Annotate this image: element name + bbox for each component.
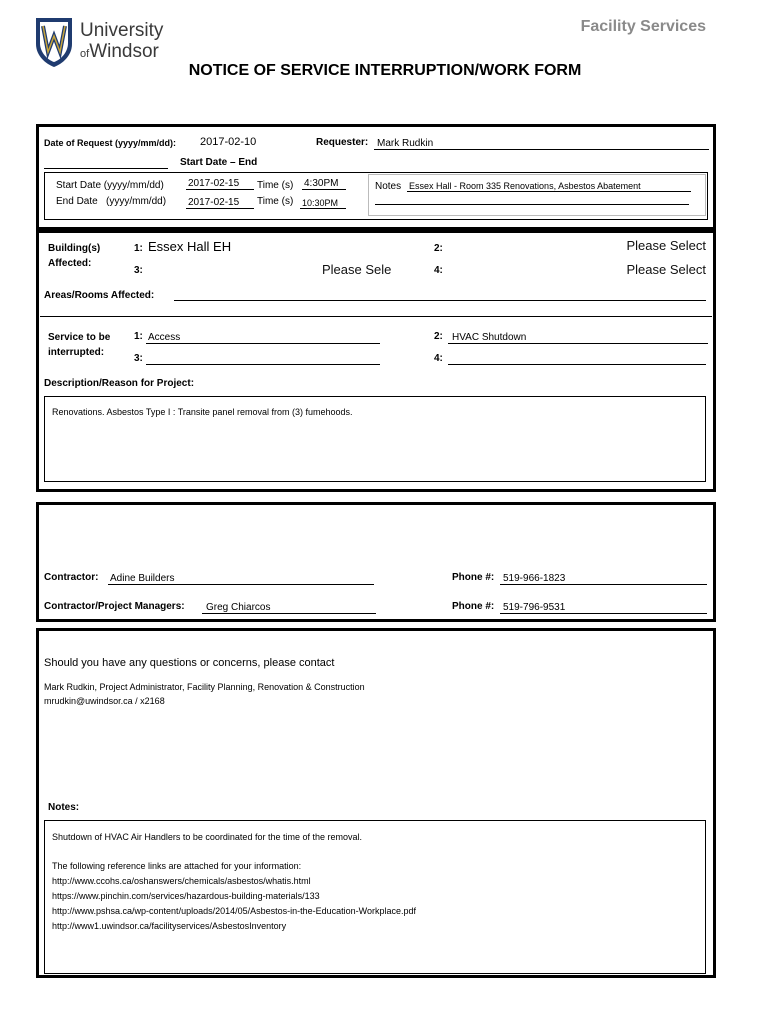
service-1-value[interactable]: Access <box>146 332 380 344</box>
service-3-num: 3: <box>134 353 143 364</box>
start-date-label: Start Date (yyyy/mm/dd) <box>56 180 164 191</box>
contractor-label: Contractor: <box>44 572 99 583</box>
notes-link-2[interactable]: https://www.pinchin.com/services/hazardous-building-materials/133 <box>52 891 320 901</box>
building-1-select[interactable]: Essex Hall EH <box>148 239 232 254</box>
areas-label: Areas/Rooms Affected: <box>44 290 155 301</box>
range-prefix-line <box>44 158 168 169</box>
notes-line-1: Shutdown of HVAC Air Handlers to be coordinated for the time of the removal. <box>52 832 362 842</box>
notes-link-1[interactable]: http://www.ccohs.ca/oshanswers/chemicals/asbestos/whatis.html <box>52 876 311 886</box>
description-value: Renovations. Asbestos Type I : Transite panel removal from (3) fumehoods. <box>52 407 353 417</box>
service-4-value[interactable] <box>448 353 706 365</box>
end-time-value[interactable]: 10:30PM <box>300 198 346 209</box>
notes-line-2: The following reference links are attached for your information: <box>52 861 302 871</box>
start-time-label: Time (s) <box>257 180 294 191</box>
building-3-num: 3: <box>134 265 143 276</box>
contractor-value[interactable]: Adine Builders <box>108 573 374 585</box>
services-label-line2: interrupted: <box>48 347 105 358</box>
logo-text-of: of <box>80 48 90 60</box>
date-of-request-label: Date of Request (yyyy/mm/dd): <box>44 138 177 148</box>
services-label-line1: Service to be <box>48 332 111 343</box>
areas-input[interactable] <box>174 290 706 301</box>
requester-value[interactable]: Mark Rudkin <box>374 138 709 150</box>
buildings-label-line1: Building(s) <box>48 243 101 254</box>
service-4-num: 4: <box>434 353 443 364</box>
shield-logo-icon <box>34 16 74 68</box>
request-notes-value[interactable]: Essex Hall - Room 335 Renovations, Asbestos Abatement <box>407 181 691 192</box>
service-2-value[interactable]: HVAC Shutdown <box>448 332 708 344</box>
contact-email-line: mrudkin@uwindsor.ca / x2168 <box>44 696 165 706</box>
contact-name-line: Mark Rudkin, Project Administrator, Facility Planning, Renovation & Construction <box>44 682 365 692</box>
notes-link-3[interactable]: http://www.pshsa.ca/wp-content/uploads/2014/05/Asbestos-in-the-Education-Workplace.pdf <box>52 906 417 916</box>
managers-value[interactable]: Greg Chiarcos <box>202 602 376 614</box>
service-2-num: 2: <box>434 331 443 342</box>
request-notes-label: Notes <box>375 181 402 192</box>
building-4-num: 4: <box>434 265 443 276</box>
building-1-num: 1: <box>134 243 143 254</box>
phone-label: Phone #: <box>452 572 495 583</box>
request-notes-line2[interactable] <box>375 198 689 205</box>
end-date-value[interactable]: 2017-02-15 <box>186 197 254 209</box>
page-title: NOTICE OF SERVICE INTERRUPTION/WORK FORM <box>188 62 582 79</box>
end-date-label: End Date (yyyy/mm/dd) <box>56 196 167 207</box>
building-2-num: 2: <box>434 243 443 254</box>
notes-link-4[interactable]: http://www1.uwindsor.ca/facilityservices/AsbestosInventory <box>52 921 287 931</box>
managers-label: Contractor/Project Managers: <box>44 601 185 612</box>
description-label: Description/Reason for Project: <box>44 378 195 389</box>
phone-value[interactable]: 519-966-1823 <box>500 573 707 585</box>
buildings-label-line2: Affected: <box>48 258 92 269</box>
department-name: Facility Services <box>580 18 706 35</box>
start-time-value[interactable]: 4:30PM <box>302 178 346 190</box>
requester-label: Requester: <box>316 137 369 148</box>
service-1-num: 1: <box>134 331 143 342</box>
start-end-heading: Start Date – End <box>180 157 258 168</box>
logo-text-windsor: Windsor <box>89 41 159 62</box>
building-3-select[interactable]: Please Sele <box>322 262 392 277</box>
service-3-value[interactable] <box>146 353 380 365</box>
building-2-select[interactable]: Please Select <box>626 238 706 253</box>
building-4-select[interactable]: Please Select <box>626 262 706 277</box>
notes-label: Notes: <box>48 802 80 813</box>
phone2-value[interactable]: 519-796-9531 <box>500 602 707 614</box>
phone2-label: Phone #: <box>452 601 495 612</box>
end-time-label: Time (s) <box>257 196 294 207</box>
start-date-value[interactable]: 2017-02-15 <box>186 178 254 190</box>
contact-intro: Should you have any questions or concerns, please contact <box>44 657 335 669</box>
logo-text-university: University <box>80 20 164 41</box>
date-of-request-value[interactable]: 2017-02-10 <box>200 136 257 148</box>
